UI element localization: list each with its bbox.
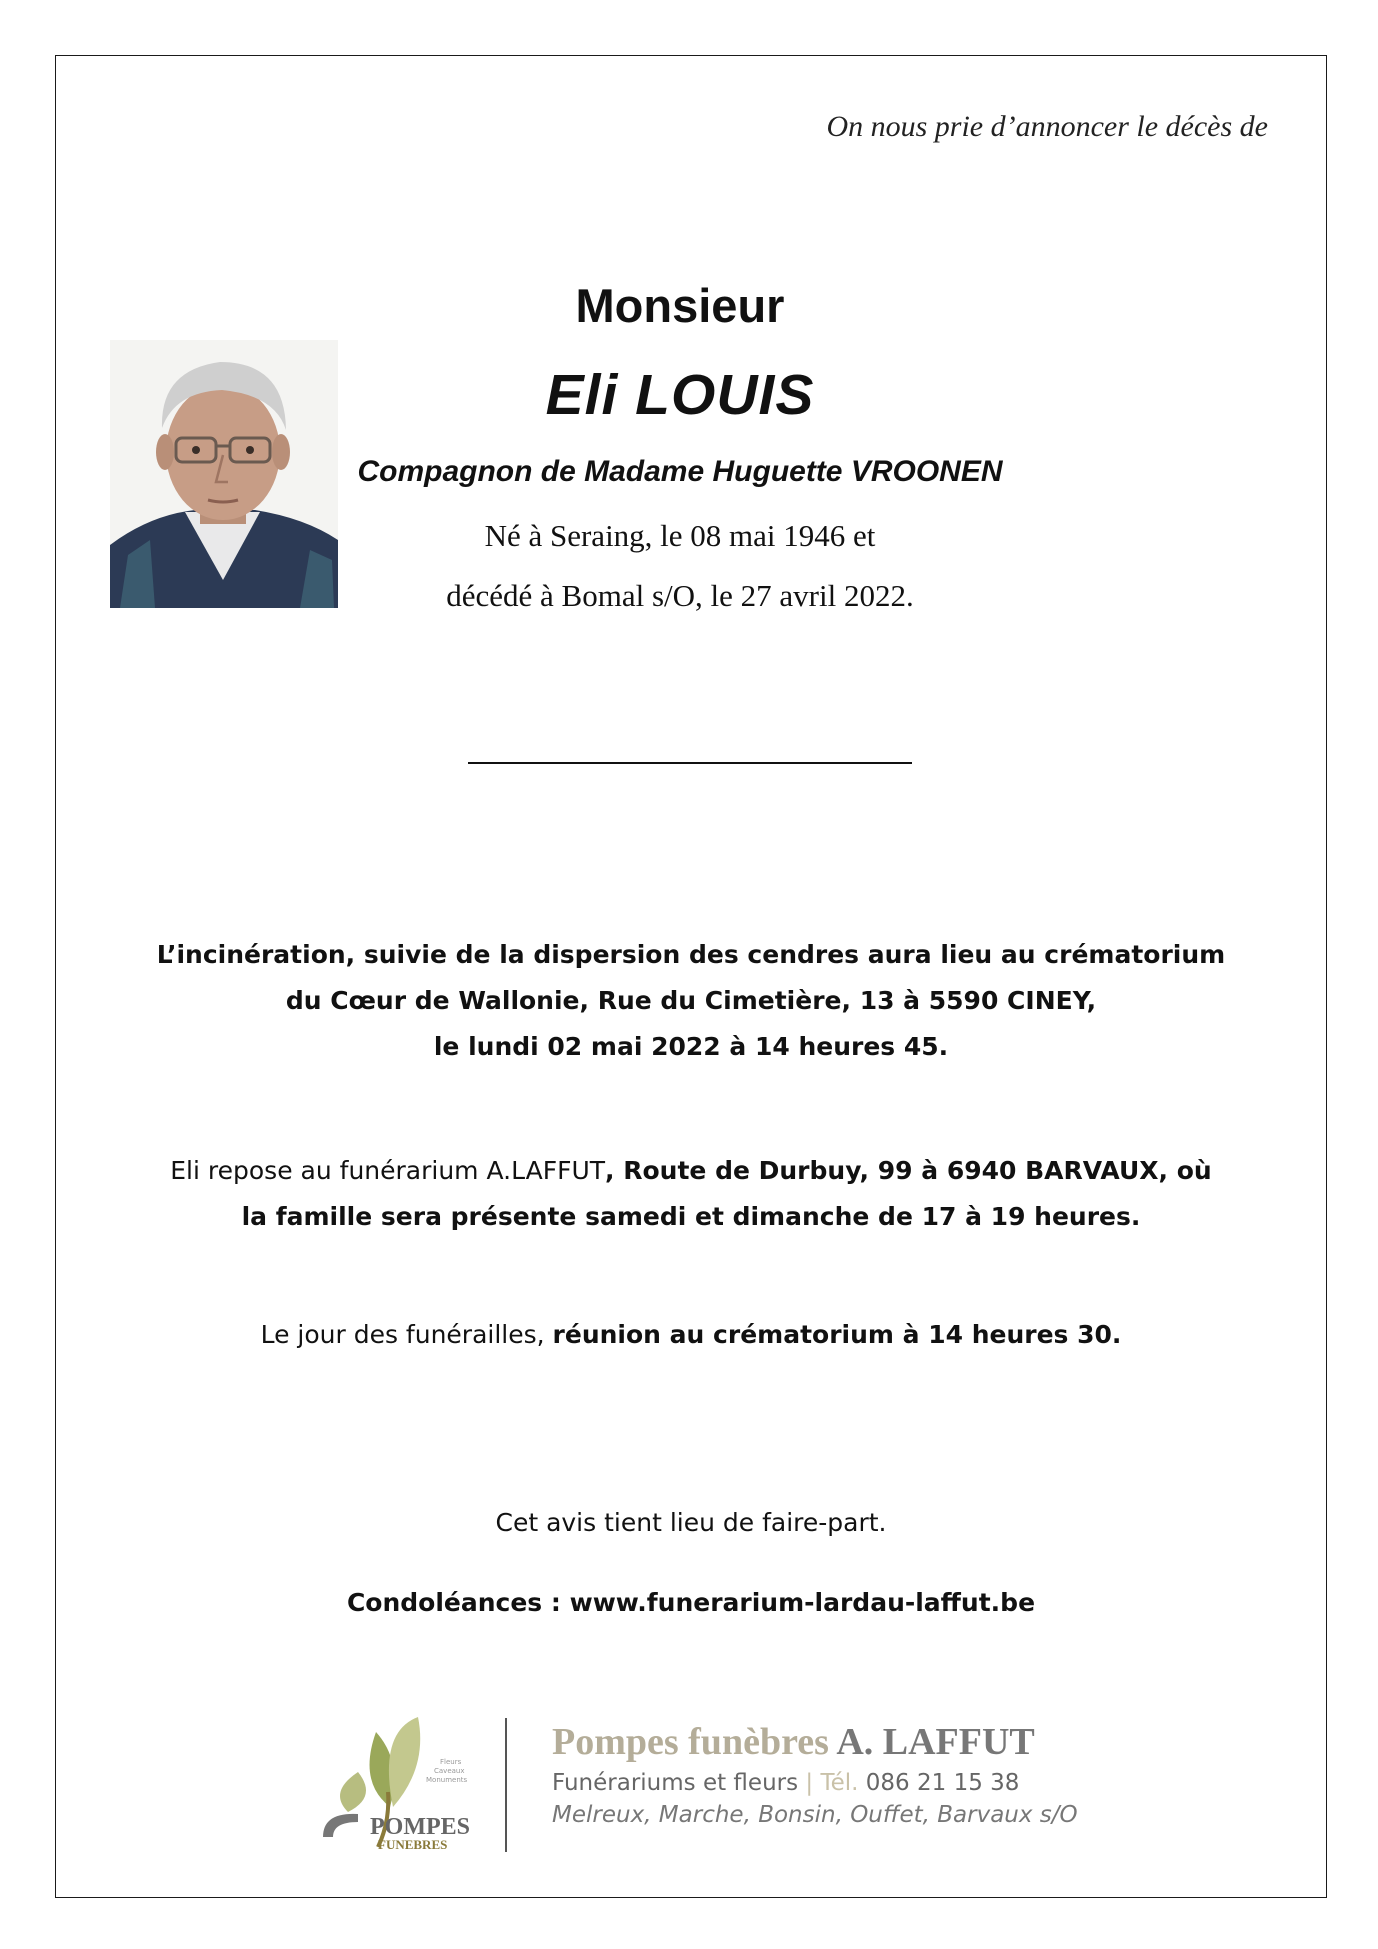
locations: Melreux, Marche, Bonsin, Ouffet, Barvaux s/O bbox=[552, 1802, 1078, 1828]
pompes-funebres-logo bbox=[318, 1712, 493, 1852]
death-line: décédé à Bomal s/O, le 27 avril 2022. bbox=[446, 578, 914, 613]
logo-word-funebres: FUNEBRES bbox=[378, 1837, 448, 1852]
tel-number: 086 21 15 38 bbox=[865, 1770, 1020, 1796]
footer-text bbox=[552, 1720, 1078, 1828]
ceremony-paragraph bbox=[80, 932, 1302, 1070]
intro-text: On nous prie d’annoncer le décès de bbox=[826, 110, 1268, 143]
repose-plain: Eli repose au funérarium A.LAFFUT bbox=[170, 1156, 606, 1185]
logo-word-pompes: POMPES bbox=[370, 1814, 470, 1840]
repose-paragraph bbox=[80, 1148, 1302, 1240]
repose-bold-2: la famille sera présente samedi et dimanche de 17 à 19 heures. bbox=[241, 1202, 1141, 1231]
brand-part-2: A. LAFFUT bbox=[836, 1721, 1035, 1763]
brand-title bbox=[552, 1720, 1078, 1764]
condoleances-text: Condoléances : www.funerarium-lardau-laffut.be bbox=[346, 1588, 1036, 1617]
deceased-name: Eli LOUIS bbox=[545, 363, 815, 427]
tel-label: Tél. bbox=[820, 1770, 866, 1796]
logo-small-line-2: Caveaux bbox=[434, 1767, 465, 1775]
logo-small-line-1: Fleurs bbox=[440, 1758, 462, 1766]
honorific: Monsieur bbox=[575, 279, 785, 332]
tagline-separator: | bbox=[798, 1770, 821, 1796]
companion-line: Compagnon de Madame Huguette VROONEN bbox=[357, 455, 1003, 488]
footer-divider bbox=[505, 1718, 507, 1852]
avis-text: Cet avis tient lieu de faire-part. bbox=[495, 1508, 887, 1537]
ceremony-line-1: L’incinération, suivie de la dispersion des cendres aura lieu au crématorium bbox=[156, 940, 1226, 969]
divider-line bbox=[468, 762, 912, 764]
tagline: Funérariums et fleurs bbox=[552, 1770, 799, 1796]
meeting-paragraph bbox=[80, 1312, 1302, 1358]
brand-tagline bbox=[552, 1770, 1078, 1796]
birth-line: Né à Seraing, le 08 mai 1946 et bbox=[484, 518, 876, 553]
logo-small-line-3: Monuments bbox=[426, 1776, 468, 1784]
meeting-bold: réunion au crématorium à 14 heures 30. bbox=[552, 1320, 1122, 1349]
ceremony-line-2: du Cœur de Wallonie, Rue du Cimetière, 13 à 5590 CINEY, bbox=[285, 986, 1097, 1015]
repose-bold-1: , Route de Durbuy, 99 à 6940 BARVAUX, où bbox=[605, 1156, 1212, 1185]
meeting-plain: Le jour des funérailles, bbox=[260, 1320, 553, 1349]
brand-part-1: Pompes funèbres bbox=[552, 1721, 837, 1763]
ceremony-line-3: le lundi 02 mai 2022 à 14 heures 45. bbox=[433, 1032, 949, 1061]
